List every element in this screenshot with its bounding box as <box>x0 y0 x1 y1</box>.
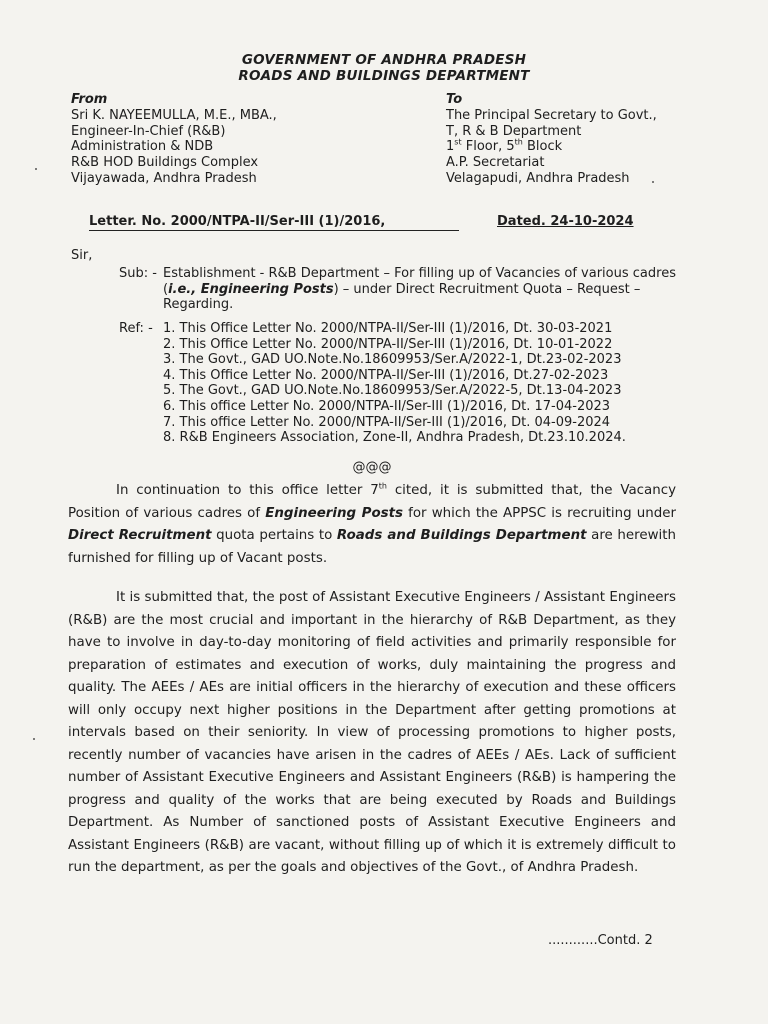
subject-block <box>119 266 684 313</box>
para-text: for which the APPSC is recruiting under <box>403 505 676 521</box>
scan-speck <box>652 181 654 183</box>
para-emphasis: Direct Recruitment <box>68 528 212 543</box>
to-title: To <box>446 92 463 107</box>
subject-text-part: Establishment - R&B Department – For filling up of Vacancies of various cadres ( <box>163 266 676 297</box>
para-text: cited, it is submitted that, the Vacancy Position of various cadres of <box>68 483 676 521</box>
salutation: Sir, <box>71 248 93 263</box>
scan-speck <box>33 738 35 740</box>
to-line: T, R & B Department <box>446 123 582 139</box>
subject-label: Sub: - <box>119 266 157 281</box>
from-line: Sri K. NAYEEMULLA, M.E., MBA., <box>71 107 277 123</box>
continued-marker: ............Contd. 2 <box>548 933 653 948</box>
subject-text <box>163 266 683 313</box>
reference-item: 7. This office Letter No. 2000/NTPA-II/Ser-III (1)/2016, Dt. 04-09-2024 <box>163 414 611 430</box>
subject-emphasis: i.e., Engineering Posts <box>168 281 334 297</box>
section-separator: @@@ <box>352 460 392 475</box>
letter-date: Dated. 24-10-2024 <box>497 214 634 229</box>
letter-number: Letter. No. 2000/NTPA-II/Ser-III (1)/2016, <box>89 214 459 231</box>
para-text: quota pertains to <box>211 528 337 543</box>
reference-item: 3. The Govt., GAD UO.Note.No.18609953/Ser.A/2022-1, Dt.23-02-2023 <box>163 352 622 368</box>
references-label: Ref: - <box>119 321 153 336</box>
header-government: GOVERNMENT OF ANDHRA PRADESH <box>241 52 527 68</box>
to-text: 1 <box>446 139 455 155</box>
superscript: th <box>514 138 523 148</box>
para-emphasis: Engineering Posts <box>265 505 403 521</box>
to-text: Block <box>522 139 563 155</box>
to-line: A.P. Secretariat <box>446 155 545 171</box>
subject-text-part: ) – under Direct Recruitment Quota – Request – Regarding. <box>163 281 641 312</box>
reference-item: 6. This office Letter No. 2000/NTPA-II/Ser-III (1)/2016, Dt. 17-04-2023 <box>163 398 611 414</box>
to-text: Floor, 5 <box>461 139 515 155</box>
para-text: are herewith furnished for filling up of Vacant posts. <box>68 528 676 566</box>
para-emphasis: Roads and Buildings Department <box>336 528 587 543</box>
reference-item: 8. R&B Engineers Association, Zone-II, Andhra Pradesh, Dt.23.10.2024. <box>163 430 626 446</box>
scan-speck <box>35 168 37 170</box>
to-block <box>446 92 657 187</box>
reference-item: 4. This Office Letter No. 2000/NTPA-II/Ser-III (1)/2016, Dt.27-02-2023 <box>163 367 609 383</box>
para-text: In continuation to this office letter 7 <box>116 483 379 498</box>
paragraph-1 <box>68 480 676 570</box>
from-line: Vijayawada, Andhra Pradesh <box>71 170 257 186</box>
references-list <box>163 321 626 446</box>
reference-item: 2. This Office Letter No. 2000/NTPA-II/Ser-III (1)/2016, Dt. 10-01-2022 <box>163 336 613 352</box>
from-line: Engineer-In-Chief (R&B) <box>71 123 226 139</box>
header-department: ROADS AND BUILDINGS DEPARTMENT <box>238 68 530 84</box>
to-line: Velagapudi, Andhra Pradesh <box>446 170 630 186</box>
from-line: Administration & NDB <box>71 139 214 155</box>
superscript: st <box>454 138 462 148</box>
from-line: R&B HOD Buildings Complex <box>71 155 259 171</box>
letter-reference-line <box>89 214 664 231</box>
reference-item: 1. This Office Letter No. 2000/NTPA-II/Ser-III (1)/2016, Dt. 30-03-2021 <box>163 321 613 336</box>
from-title: From <box>71 92 108 107</box>
reference-item: 5. The Govt., GAD UO.Note.No.18609953/Ser.A/2022-5, Dt.13-04-2023 <box>163 383 622 399</box>
superscript: th <box>378 481 387 491</box>
to-line: The Principal Secretary to Govt., <box>446 107 657 123</box>
references-block <box>119 321 684 446</box>
from-block <box>71 92 277 187</box>
paragraph-2: It is submitted that, the post of Assistant Executive Engineers / Assistant Engineers (R&B) are the most crucial and important in the hierarchy of R&B Department, as they have to involve in day-to-day monitoring of field activities and primarily responsible for preparation of estimates and execution of works, duly maintaining the progress and quality. The AEEs / AEs are initial officers in the hierarchy of execution and these officers will only occupy next higher positions in the Department after getting promotions at intervals based on their seniority. In view of processing promotions to higher posts, recently number of vacancies have arisen in the cadres of AEEs / AEs. Lack of sufficient number of Assistant Executive Engineers and Assistant Engineers (R&B) is hampering the progress and quality of the works that are being executed by Roads and Buildings Department. As Number of sanctioned posts of Assistant Executive Engineers and Assistant Engineers (R&B) are vacant, without filling up of which it is extremely difficult to run the department, as per the goals and objectives of the Govt., of Andhra Pradesh. <box>68 590 676 875</box>
to-line-floor <box>446 139 657 155</box>
